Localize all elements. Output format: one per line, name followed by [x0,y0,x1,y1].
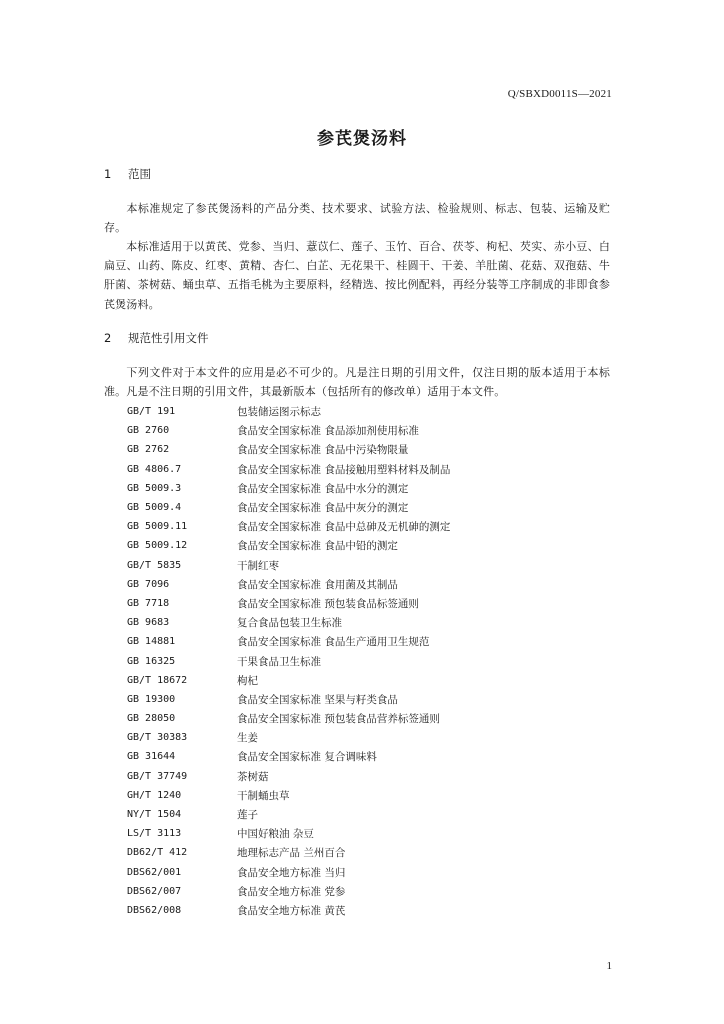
reference-row [127,690,450,709]
reference-title: 中国好粮油 杂豆 [237,828,314,841]
reference-code: GB 7718 [127,597,170,609]
references-intro: 下列文件对于本文件的应用是必不可少的。凡是注日期的引用文件，仅注日期的版本适用于本标准。凡是不注日期的引用文件，其最新版本（包括所有的修改单）适用于本文件。 [104,366,610,399]
reference-row [127,805,450,824]
reference-row [127,479,450,498]
reference-title: 食品安全国家标准 预包装食品营养标签通则 [237,713,440,726]
reference-title: 干制红枣 [237,559,279,572]
reference-code: DBS62/008 [127,904,182,916]
page-number: 1 [606,960,612,972]
reference-row [127,767,450,786]
reference-row [127,632,450,651]
reference-title: 干制蛹虫草 [237,789,290,802]
reference-code: GB 5009.4 [127,502,182,514]
reference-code: GB/T 30383 [127,732,188,744]
reference-code: DB62/T 412 [127,847,188,859]
reference-title: 食品安全国家标准 食品中总砷及无机砷的测定 [237,521,451,534]
reference-row [127,613,450,632]
reference-code: GB/T 18672 [127,674,188,686]
reference-code: LS/T 3113 [127,828,182,840]
reference-row [127,460,450,479]
reference-title: 食品安全国家标准 复合调味料 [237,751,377,764]
reference-title: 食品安全国家标准 食品中灰分的测定 [237,502,409,515]
reference-code: GB/T 5835 [127,559,182,571]
reference-title: 食品安全国家标准 食品接触用塑料材料及制品 [237,463,451,476]
reference-row [127,498,450,517]
reference-code: GB 28050 [127,713,176,725]
reference-row [127,651,450,670]
scope-paragraph-2: 本标准适用于以黄芪、党参、当归、薏苡仁、莲子、玉竹、百合、茯苓、枸杞、芡实、赤小豆、白扁豆、山药、陈皮、红枣、黄精、杏仁、白芷、无花果干、桂圆干、干姜、羊肚菌、花菇、双孢菇、牛肝菌、茶树菇、蛹虫草、五指毛桃为主要原料，经精选、按比例配料，再经分装等工序制成的非即食参芪煲汤料。 [104,240,610,311]
reference-title: 食品安全国家标准 食品生产通用卫生规范 [237,636,430,649]
reference-code: DBS62/001 [127,866,182,878]
section-2-heading [104,330,209,346]
reference-row [127,440,450,459]
reference-row [127,536,450,555]
reference-row [127,594,450,613]
reference-code: GB/T 37749 [127,770,188,782]
reference-row [127,824,450,843]
reference-code: GB 2760 [127,425,170,437]
reference-row [127,421,450,440]
document-code: Q/SBXD0011S—2021 [507,88,612,100]
reference-row [127,843,450,862]
section-title: 范围 [128,167,151,181]
reference-row [127,901,450,920]
reference-row [127,556,450,575]
reference-row [127,402,450,421]
section-number: 1 [104,167,112,181]
reference-row [127,728,450,747]
reference-row [127,517,450,536]
reference-title: 食品安全国家标准 食品添加剂使用标准 [237,425,419,438]
reference-title: 包装储运图示标志 [237,406,321,419]
reference-title: 食品安全国家标准 坚果与籽类食品 [237,693,398,706]
reference-title: 生姜 [237,732,258,745]
reference-code: GB 2762 [127,444,170,456]
reference-title: 食品安全地方标准 当归 [237,866,346,879]
reference-title: 食品安全国家标准 食用菌及其制品 [237,578,398,591]
reference-list [127,402,450,920]
reference-row [127,709,450,728]
reference-code: GB 5009.11 [127,521,188,533]
reference-code: GB 7096 [127,578,170,590]
reference-code: NY/T 1504 [127,809,182,821]
reference-title: 食品安全国家标准 预包装食品标签通则 [237,597,419,610]
reference-code: GB 14881 [127,636,176,648]
reference-row [127,863,450,882]
reference-title: 食品安全国家标准 食品中铅的测定 [237,540,398,553]
reference-row [127,786,450,805]
reference-code: GB 9683 [127,617,170,629]
reference-row [127,747,450,766]
reference-title: 复合食品包装卫生标准 [237,617,342,630]
reference-title: 枸杞 [237,674,258,687]
reference-code: GB/T 191 [127,406,176,418]
reference-code: GB 31644 [127,751,176,763]
scope-paragraph-1: 本标准规定了参芪煲汤料的产品分类、技术要求、试验方法、检验规则、标志、包装、运输及贮存。 [104,202,610,235]
document-title: 参芪煲汤料 [317,129,407,149]
reference-title: 地理标志产品 兰州百合 [237,847,346,860]
reference-title: 干果食品卫生标准 [237,655,321,668]
reference-code: GB 5009.3 [127,482,182,494]
reference-title: 食品安全国家标准 食品中污染物限量 [237,444,409,457]
reference-row [127,575,450,594]
reference-title: 食品安全国家标准 食品中水分的测定 [237,482,409,495]
reference-code: GH/T 1240 [127,789,182,801]
reference-code: GB 5009.12 [127,540,188,552]
reference-row [127,671,450,690]
section-title: 规范性引用文件 [128,331,209,345]
reference-title: 茶树菇 [237,770,269,783]
reference-code: DBS62/007 [127,885,182,897]
reference-title: 食品安全地方标准 党参 [237,885,346,898]
reference-row [127,882,450,901]
reference-code: GB 4806.7 [127,463,182,475]
reference-title: 食品安全地方标准 黄芪 [237,904,346,917]
section-1-heading [104,166,151,182]
reference-title: 莲子 [237,809,258,822]
reference-code: GB 19300 [127,693,176,705]
section-number: 2 [104,331,112,345]
reference-code: GB 16325 [127,655,176,667]
